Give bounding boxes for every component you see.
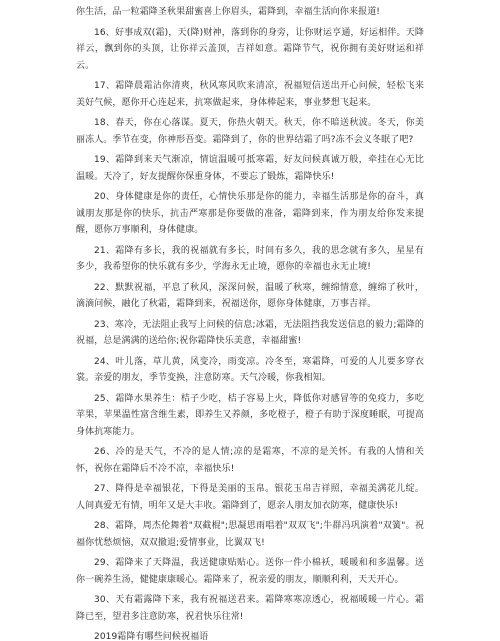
paragraph-24-text: 24、叶儿落，草儿黄，风变冷，雨变凉。冷冬至，寒霜降，可爱的人儿要多穿衣裳。亲爱的朋友，季节变换，注意防寒。天气冷暖，你我相知。 <box>76 356 424 383</box>
paragraph-17 <box>0 78 500 111</box>
paragraph-30 <box>0 592 500 625</box>
paragraph-16-text: 16、好事成双(霜)，天(降)财神，落到你的身旁，让你财运亨通，好运相伴。天降祥云，飘到你的头顶，让你祥云盖顶，吉祥如意。霜降节气，祝你拥有美好财运和祥云。 <box>76 27 424 71</box>
paragraph-29-text: 29、霜降来了天降温，我送健康贴贴心。送你一件小棉袄，暖暖和和多温馨。送你一碗养生汤，健健康康暖心。霜降来了，祝亲爱的朋友，顺顺利利，天天开心。 <box>76 558 424 585</box>
paragraph-20-text: 20、身体健康是你的责任，心情快乐那是你的能力，幸福生活那是你的奋斗，真诚朋友那是你的快乐，抗击严寒那是你要做的准备，霜降到来，作为朋友给你发来提醒，愿你万事顺利，身体健康。 <box>76 192 424 235</box>
paragraph-21-text: 21、霜降有多长，我的祝福就有多长，时间有多久，我的思念就有多久，星星有多少，我希望你的快乐就有多少，学海永无止境，愿你的幸福也永无止境! <box>76 245 424 272</box>
paragraph-19 <box>0 152 500 185</box>
paragraph-23-text: 23、寒冷，无法阻止我写上问候的信息;冰霜，无法阻挡我发送信息的毅力;霜降的祝福，总是满满的送给你;祝你霜降快乐美意，幸福甜蜜! <box>76 319 424 346</box>
paragraph-continuation: 你生活，品一粒霜降圣秋果甜蜜喜上你眉头，霜降到，幸福生活向你来报道! <box>76 7 381 17</box>
paragraph-26-text: 26、冷的是天气，不冷的是人情;凉的是霜寒，不凉的是关怀。有我的人情和关怀，祝你在霜降后不冷不凉，幸福快乐! <box>76 447 424 474</box>
paragraph-25 <box>0 391 500 441</box>
paragraph-18-text: 18、春天，你在心落谋。夏天，你热火朝天。秋天，你不暗送秋波。冬天，你美丽冻人。季节在变，你神形吾变。霜降到了，你的世界结霜了吗?冻不会义冬眠了吧? <box>76 118 424 145</box>
paragraph-25-text: 25、霜降水果养生：桔子少吃，桔子容易上火，降低你对感冒等的免疫力，多吃苹果，苹果温性富含维生素，即养生又养颜，多吃橙子，橙子有助于深度睡眠，可提高身体抗寒能力。 <box>76 393 424 437</box>
paragraph-22-text: 22、默默祝福，平息了秋风，深深问候，温暖了秋寒，缠绵情意，缠绵了秋叶，滴滴问候，融化了秋霜，霜降到来，祝福送你，愿你身体健康，万事吉祥。 <box>76 282 424 309</box>
paragraph-30-text: 30、天有霜露降下来，我有祝福送君来。霜降寒寒凉透心，祝福暖暖一片心。霜降已至，望君多注意防寒，祝君快乐往常! <box>76 595 424 622</box>
paragraph-28 <box>0 518 500 551</box>
paragraph-28-text: 28、霜降，周杰伦舞着"双截棍";思凝思雨唱着"双双飞";牛群冯巩演着"双簧"。祝福你忧愁烦恼，双双撤退;爱情事业，比翼双飞! <box>76 521 424 548</box>
section-heading-text: 2019霜降有哪些问候祝福语 <box>94 632 209 641</box>
paragraph-22 <box>0 280 500 313</box>
paragraph-18 <box>0 115 500 148</box>
section-heading <box>0 629 500 641</box>
paragraph-24 <box>0 354 500 387</box>
paragraph-27 <box>0 481 500 514</box>
paragraph-23 <box>0 317 500 350</box>
paragraph-16 <box>0 25 500 75</box>
paragraph-26 <box>0 444 500 477</box>
paragraph-27-text: 27、降得是幸福银花，下得是美丽的玉帛。银花玉帛吉祥照，幸福美满花儿绽。人间真爱无有情，明年又是大丰收。霜降到了，愿亲人朋友加衣防寒，健康快乐! <box>76 484 424 511</box>
paragraph-29 <box>0 555 500 588</box>
paragraph-21 <box>0 243 500 276</box>
paragraph-20 <box>0 189 500 239</box>
paragraph-19-text: 19、霜降到来天气渐凉，情谊温暖可抵寒霜，好友问候真诚万般，牵挂在心无比温暖。天冷了，好友提醒你保重身体，不要忘了锻炼，霜降快乐! <box>76 155 424 182</box>
paragraph-17-text: 17、霜降晨霜沾你清爽，秋风寒风吹来清凉，祝福短信送出开心问候，轻松飞来美好气候，愿你开心连起来，抗寒做起来，身体棒起来，事业梦想飞起来。 <box>76 81 424 108</box>
